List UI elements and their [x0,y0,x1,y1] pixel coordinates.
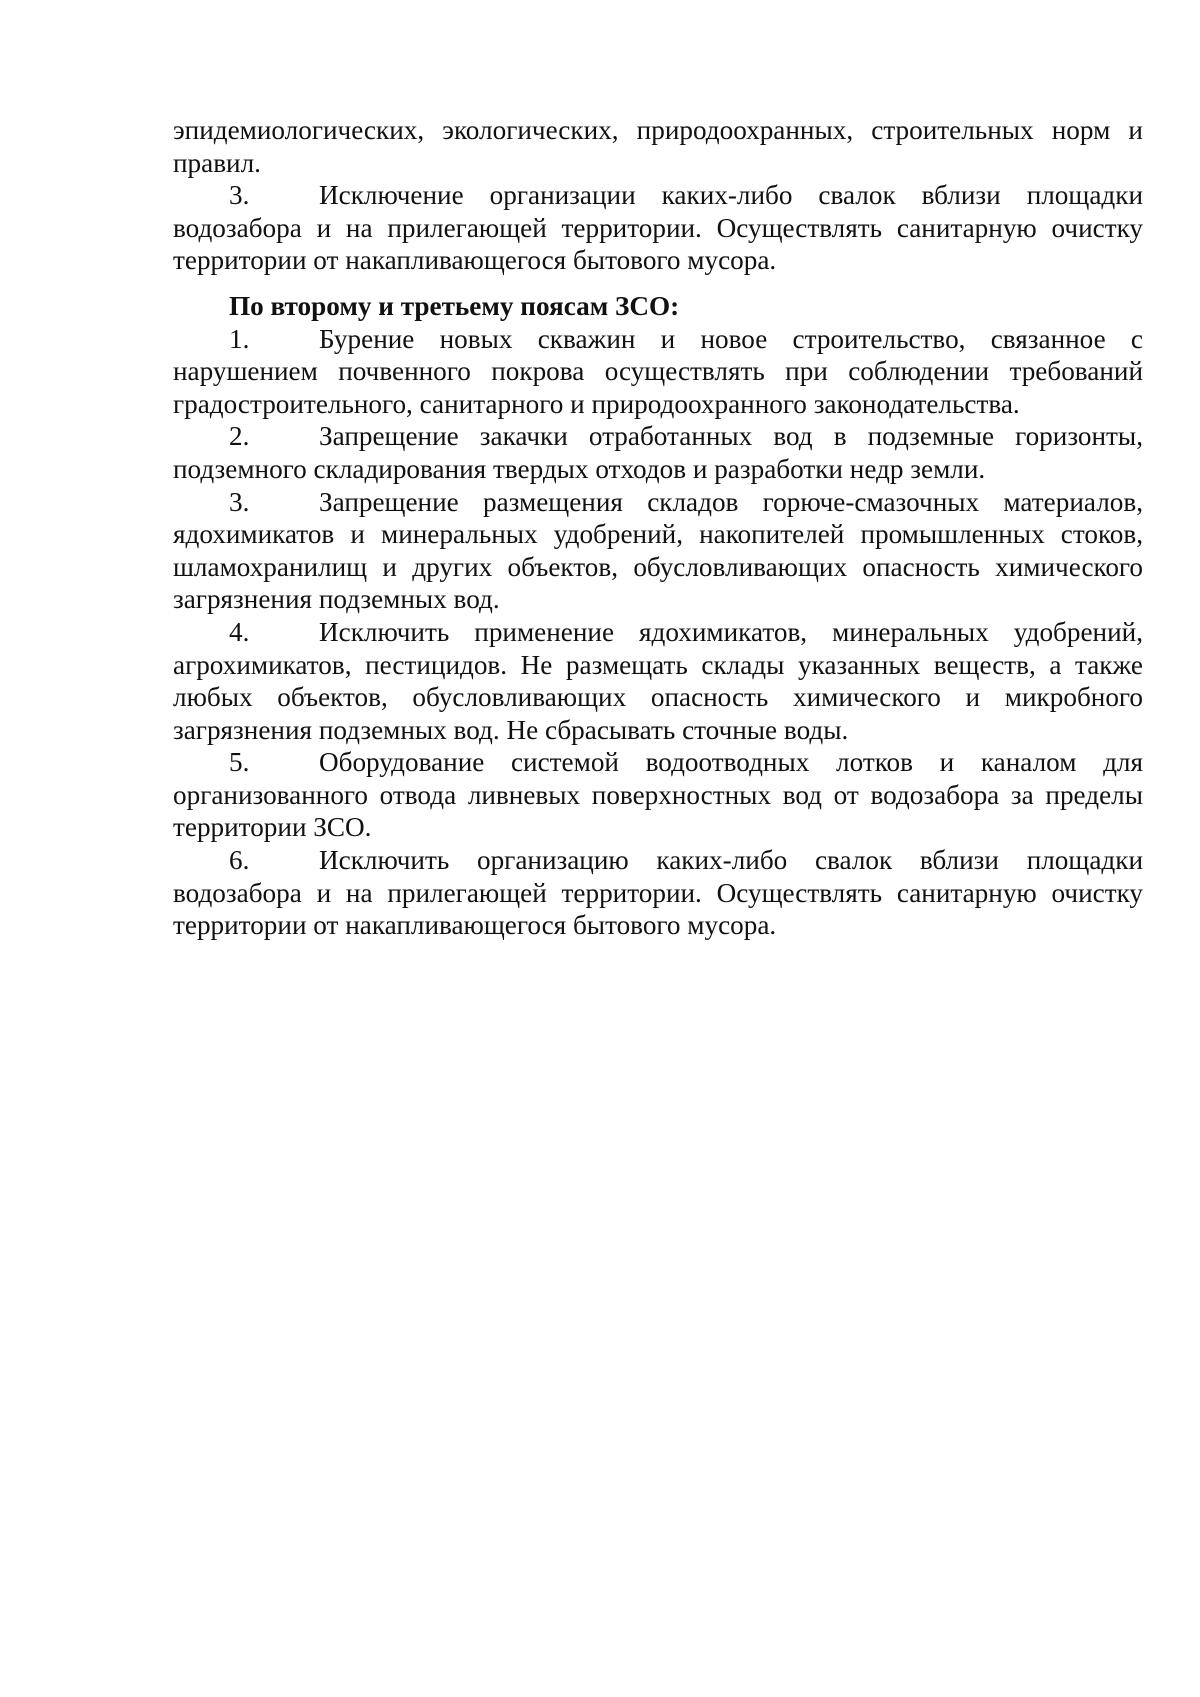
list-item-number: 2. [229,421,250,452]
list-item-text: Бурение новых скважин и новое строительство, связанное с нарушением почвенного покрова осуществлять при соблюдении требований градостроительного, санитарного и природоохранного законодательства. [173,323,1143,419]
list-item [173,746,1143,844]
list-item [173,844,1143,942]
list-item [173,323,1143,421]
list-item-text: Исключение организации каких-либо свалок вблизи площадки водозабора и на прилегающей территории. Осуществлять санитарную очистку территории от накапливающегося бытового мусора. [173,180,1143,276]
list-item-text: Исключить организацию каких-либо свалок вблизи площадки водозабора и на прилегающей территории. Осуществлять санитарную очистку территории от накапливающегося бытового мусора. [173,845,1143,941]
list-item-number: 5. [229,747,250,778]
list-item [173,420,1143,485]
list-item-text: Запрещение размещения складов горюче-смазочных материалов, ядохимикатов и минеральных удобрений, накопителей промышленных стоков, шламохранилищ и других объектов, обусловливающих опасность химического загрязнения подземных вод. [173,486,1143,615]
list-item-text: Исключить применение ядохимикатов, минеральных удобрений, агрохимикатов, пестицидов. Не размещать склады указанных веществ, а также любых объектов, обусловливающих опасность химического и микробного загрязнения подземных вод. Не сбрасывать сточные воды. [173,616,1143,745]
list-item [173,179,1143,277]
list-item-number: 3. [229,180,250,211]
section-heading: По второму и третьему поясам ЗСО: [229,290,680,321]
list-item [173,616,1143,746]
list-item-number: 6. [229,845,250,876]
list-item-number: 3. [229,486,250,517]
list-item-text: Запрещение закачки отработанных вод в подземные горизонты, подземного складирования твердых отходов и разработки недр земли. [173,421,1143,484]
continuation-paragraph: эпидемиологических, экологических, природоохранных, строительных норм и правил. [173,115,1143,178]
list-item-number: 1. [229,323,250,354]
list-item-text: Оборудование системой водоотводных лотков и каналом для организованного отвода ливневых поверхностных вод от водозабора за пределы территории ЗСО. [173,747,1143,843]
list-item-number: 4. [229,616,250,647]
document-page [173,114,1143,942]
list-item [173,486,1143,616]
